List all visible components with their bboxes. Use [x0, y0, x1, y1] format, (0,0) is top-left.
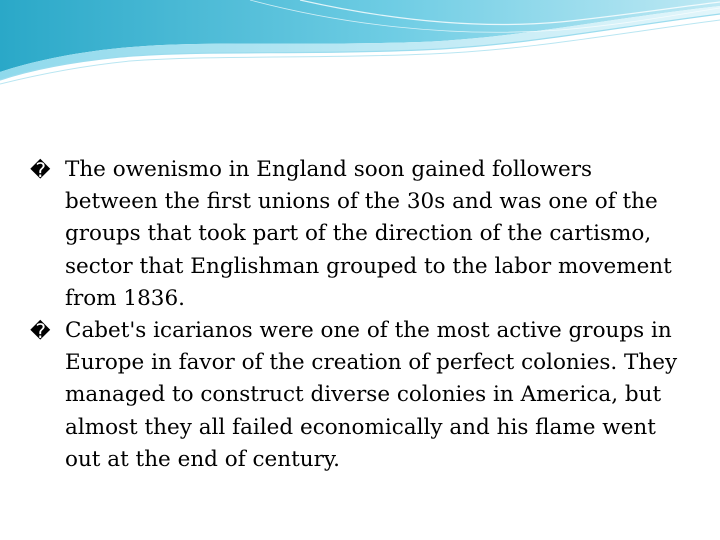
bullet-list: [30, 154, 690, 476]
wave-band-main: [0, 0, 720, 72]
bullet-item: [30, 315, 690, 476]
bullet-marker-icon: �: [30, 158, 51, 182]
bullet-text: The owenismo in England soon gained followers between the first unions of the 30s and was one of the groups that took part of the direction of the cartismo, sector that Englishman grouped to the labor movement from 1836.: [65, 157, 672, 311]
bullet-marker-icon: �: [30, 319, 51, 344]
bullet-text: Cabet's icarianos were one of the most active groups in Europe in favor of the creation of perfect colonies. They managed to construct diverse colonies in America, but almost they all failed economically and his flame went out at the end of century.: [65, 318, 678, 472]
decorative-wave-header: [0, 0, 720, 90]
bullet-item: [30, 154, 690, 315]
